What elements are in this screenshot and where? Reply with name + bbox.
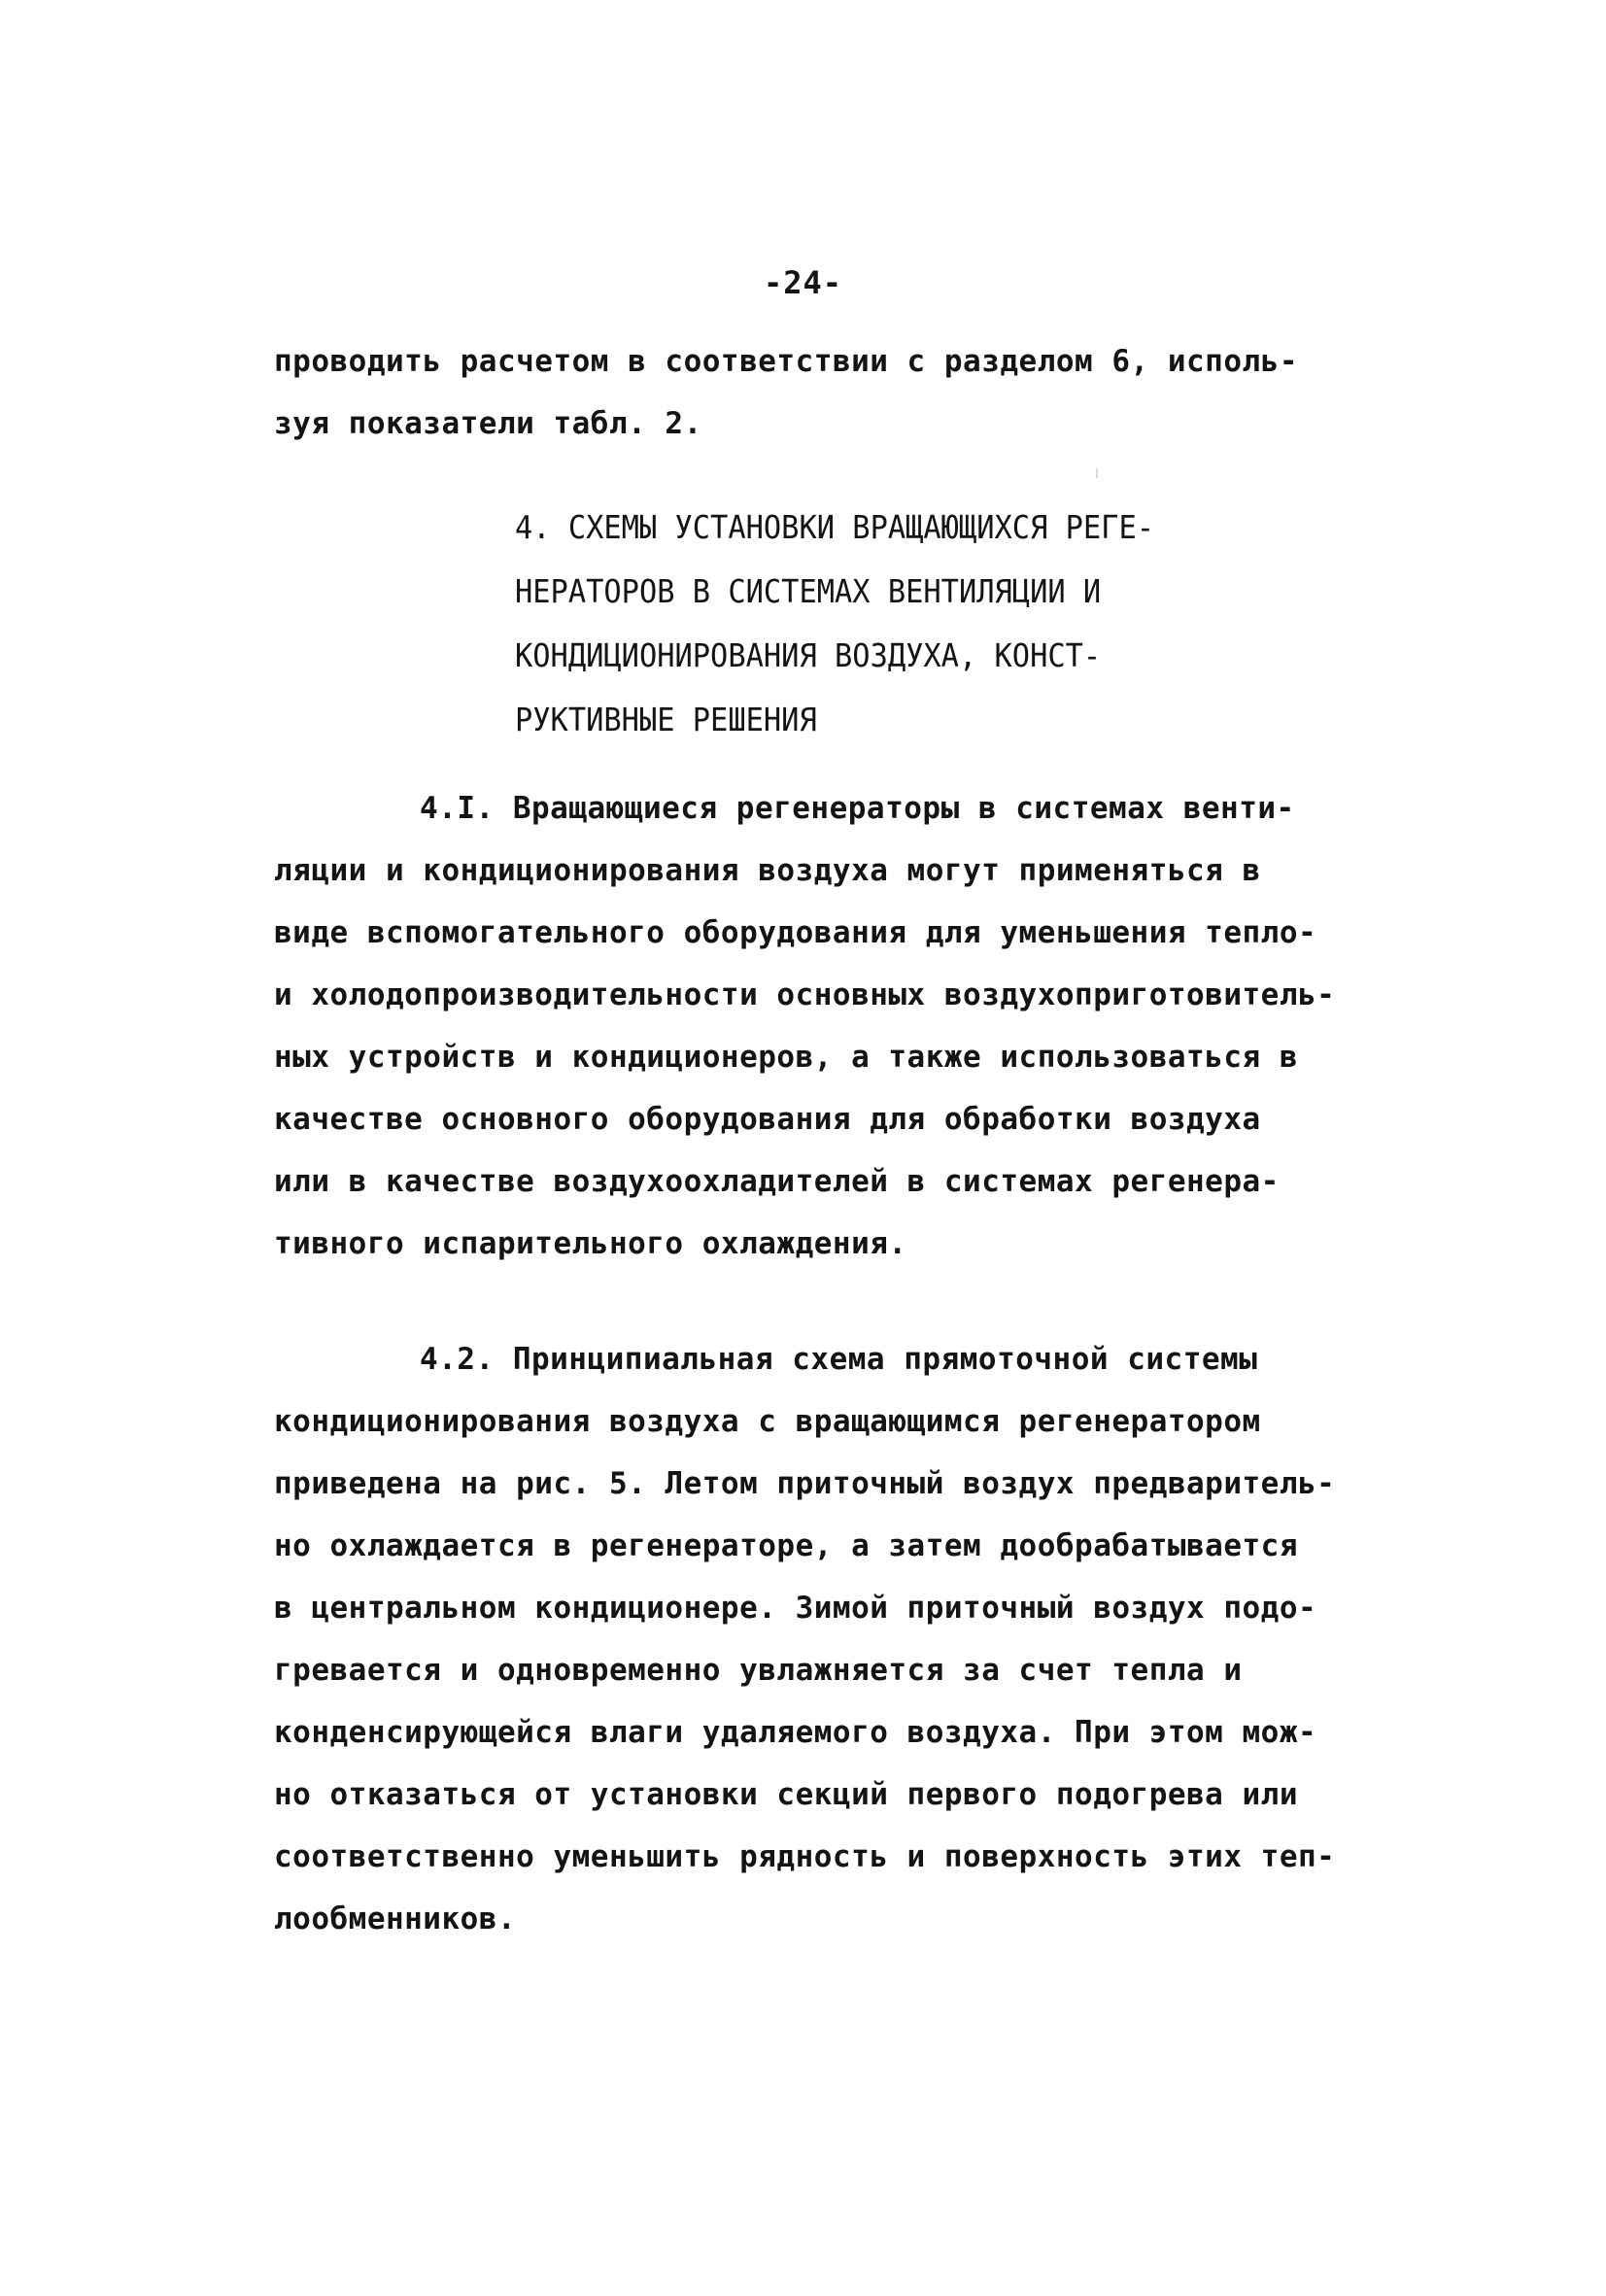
text-line: ных устройств и кондиционеров, а также использоваться в	[274, 1040, 1298, 1075]
text-line: гревается и одновременно увлажняется за счет тепла и	[274, 1653, 1243, 1688]
heading-line: 4. СХЕМЫ УСТАНОВКИ ВРАЩАЮЩИХСЯ РЕГЕ-	[515, 508, 1155, 546]
text-line: в центральном кондиционере. Зимой приточный воздух подо-	[274, 1591, 1317, 1626]
heading-line: РУКТИВНЫЕ РЕШЕНИЯ	[515, 701, 817, 738]
text-line: виде вспомогательного оборудования для уменьшения тепло-	[274, 915, 1317, 950]
text-line: тивного испарительного охлаждения.	[274, 1226, 907, 1261]
text-line: или в качестве воздухоохладителей в системах регенера-	[274, 1164, 1280, 1199]
paragraph-4-2	[274, 1328, 1382, 1950]
text-line: 4.2. Принципиальная схема прямоточной системы	[420, 1342, 1258, 1377]
text-line: зуя показатели табл. 2.	[274, 406, 702, 441]
text-line: соответственно уменьшить рядность и поверхность этих теп-	[274, 1839, 1336, 1874]
text-line: ляции и кондиционирования воздуха могут применяться в	[274, 853, 1261, 888]
text-line: 4.I. Вращающиеся регенераторы в системах венти-	[420, 791, 1295, 826]
text-line: но охлаждается в регенераторе, а затем дообрабатывается	[274, 1528, 1298, 1563]
section-heading	[515, 496, 1292, 752]
text-line: приведена на рис. 5. Летом приточный воздух предваритель-	[274, 1466, 1336, 1501]
text-line: кондиционирования воздуха с вращающимся регенератором	[274, 1404, 1261, 1439]
heading-line: КОНДИЦИОНИРОВАНИЯ ВОЗДУХА, КОНСТ-	[515, 636, 1102, 674]
text-line: проводить расчетом в соответствии с разделом 6, исполь-	[274, 344, 1298, 379]
text-line: и холодопроизводительности основных воздухоприготовитель-	[274, 977, 1336, 1012]
heading-line: НЕРАТОРОВ В СИСТЕМАХ ВЕНТИЛЯЦИИ И	[515, 572, 1102, 610]
text-line: лообменников.	[274, 1902, 517, 1936]
text-line: но отказаться от установки секций первого подогрева или	[274, 1777, 1298, 1812]
text-line: качестве основного оборудования для обработки воздуха	[274, 1102, 1261, 1137]
intro-text	[274, 330, 1382, 455]
scan-mark	[1096, 468, 1098, 478]
page-number: -24-	[763, 264, 843, 301]
text-line: конденсирующейся влаги удаляемого воздуха. При этом мож-	[274, 1715, 1317, 1750]
paragraph-4-1	[274, 777, 1382, 1275]
